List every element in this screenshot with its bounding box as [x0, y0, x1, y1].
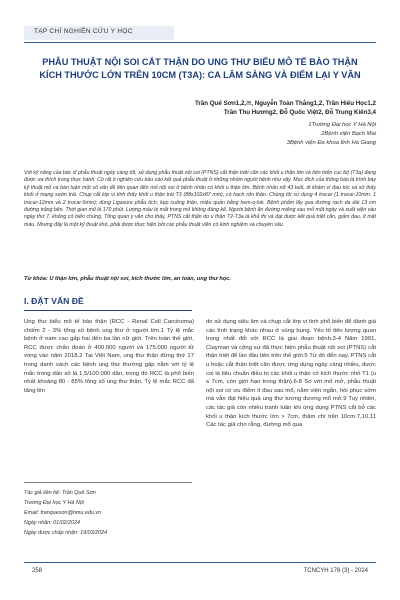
abstract: Với kỹ năng của bác sĩ phẫu thuật ngày càng tốt, sử dụng phẫu thuật nội soi (PTNS) cắt thận triệt căn các khối u thận lớn và tiến triển cục bộ (T3a) đang được ưa thích trong thực hành. Có rất ít nghiên cứu báo cáo kết quả phẫu thuật ở những nhóm người bệnh như vậy. Mục đích của thông báo là trình bày kỹ thuật mổ và bàn luận một số vấn đề liên quan đến mổ nội soi ở bệnh nhân có khối u thận lớn. Bệnh nhân nữ 43 tuổi, đi khám vì đau tức và sờ thấy khối ở mạng sườn trái. Chụp cắt lớp vi tính thấy khối u thận trái T3 (88x102x87 mm), có hạch rốn thận. Chúng tôi sử dụng 4 trocar (1 trocar-10mm, 1 trocar-12mm và 2 trocar-5mm); dùng Ligasure phẫu tích; kẹp cuống thận, miệu quản bằng hem-o-lok. Bệnh phẩm lấy qua đường rạch da dài 13 cm đường trắng bên. Thời gian mổ là 170 phút. Lượng máu bị mất trong mổ không đáng kể. Người bệnh ăn đường miệng sau mổ một ngày và xuất viện vào ngày thứ 7, không có biến chứng. Tổng quan y văn cho thấy, PTNS cắt thận do u thận T2-T3a là khả thi và đạt được kết quả triệt căn, giảm đau, ít mất máu. Nhưng đây là một kỹ thuật khó, phải được thực hiện bởi các phẫu thuật viên có kinh nghiệm và chuyên sâu.: [24, 170, 376, 228]
affiliation-3: 3Bệnh viện Đa khoa tỉnh Hà Giang: [286, 140, 376, 146]
body-column-left: Ung thư biểu mô tế bào thận (RCC - Renal Cell Carcinoma) chiếm 2 - 3% tổng số bệnh ung thư ở người lớn.1 Tỷ lệ mắc bệnh ở nam cao gấp hai đến ba lần nữ giới. Trên toàn thế giới, RCC được chẩn đoán ở 400.000 người và 175.000 người tử vong vào năm 2018.2 Tại Việt Nam, ung thư thận đứng thứ 17 trong danh sách các bệnh ung thư thường gặp nằm với tỷ lệ mắc trong dân số là 1,5/100.000 dân, trong đó RCC là phổ biến nhất khoảng 80 - 85% tổng số ung thư thận. Tỷ lệ mắc RCC đã tăng lên: [24, 319, 194, 394]
body-column-right: do sử dụng siêu âm và chụp cắt lớp vi tính phổ biến để đánh giá các tình trạng khác nhau ở vùng bụng. Yếu tố tiên lượng quan trọng nhất đối với RCC là giai đoạn bệnh.3-4 Năm 1991, Clayman và cộng sự đã thực hiện phẫu thuật nội soi (PTNS) cắt thận triệt để lần đầu tiên trên thế giới.5 Từ đó đến nay, PTNS cắt u hoặc cắt thận triệt căn được ứng dụng ngày càng nhiều, được coi là tiêu chuẩn điều trị các khối u thận có kích thước nhỏ T1 (u ≤ 7cm, còn giới hạn trong thận).6-8 So với mổ mở, phẫu thuật nội soi có ưu điểm ít đau sau mổ, nằm viện ngắn, hồi phục sớm mà vẫn đạt hiệu quả ung thư tương đương mổ mở.9 Tuy nhiên, các tác giả còn nhiều tranh luận khi ứng dụng PTNS cắt bỏ các khối u thận kích thước lớn > 7cm, thậm chí trên 10cm.7,10,11 Các tác giả cho rằng, đường mổ qua: [206, 319, 376, 429]
journal-issue: TCNCYH 176 (3) - 2024: [303, 568, 368, 574]
article-title: PHẪU THUẬT NỘI SOI CẮT THẬN DO UNG THƯ BIỂU MÔ TẾ BÀO THẬN KÍCH THƯỚC LỚN TRÊN 10CM (T3A): CA LÂM SÀNG VÀ ĐIỂM LẠI Y VĂN: [39, 57, 361, 80]
footer-divider: [24, 562, 376, 563]
author-line-1: Trần Quế Sơn1,2,✉, Nguyễn Toàn Thắng1,2, Trần Hiếu Học1,2: [194, 100, 376, 107]
author-email: Email: tranqueson@hmu.edu.vn: [24, 510, 102, 516]
info-divider: [24, 482, 192, 483]
accepted-date: Ngày được chấp nhận: 19/03/2024: [24, 530, 108, 536]
affiliation-1: 1Trường Đại học Y Hà Nội: [308, 122, 376, 128]
author-institution: Trường Đại học Y Hà Nội: [24, 500, 85, 506]
correspondence-info: [24, 488, 194, 538]
section-underline: [24, 310, 192, 311]
corresponding-author: Tác giả liên hệ: Trần Quế Sơn: [24, 490, 96, 496]
affiliation-2: 2Bệnh viện Bạch Mai: [321, 131, 376, 137]
section-title: I. ĐẶT VẤN ĐỀ: [24, 296, 84, 306]
received-date: Ngày nhận: 01/02/2024: [24, 520, 81, 526]
page-number: 258: [32, 568, 43, 574]
author-list: [46, 100, 376, 118]
author-line-2: Trần Thu Hương2, Đỗ Quốc Việt2, Đỗ Trung Kiên3,4: [223, 108, 376, 116]
header-divider: [24, 42, 376, 43]
journal-name: TẠP CHÍ NGHIÊN CỨU Y HỌC: [34, 28, 133, 35]
keywords: Từ khóa: U thận lớn, phẫu thuật nội soi, kích thước lớn, an toàn, ung thư học.: [24, 276, 231, 282]
